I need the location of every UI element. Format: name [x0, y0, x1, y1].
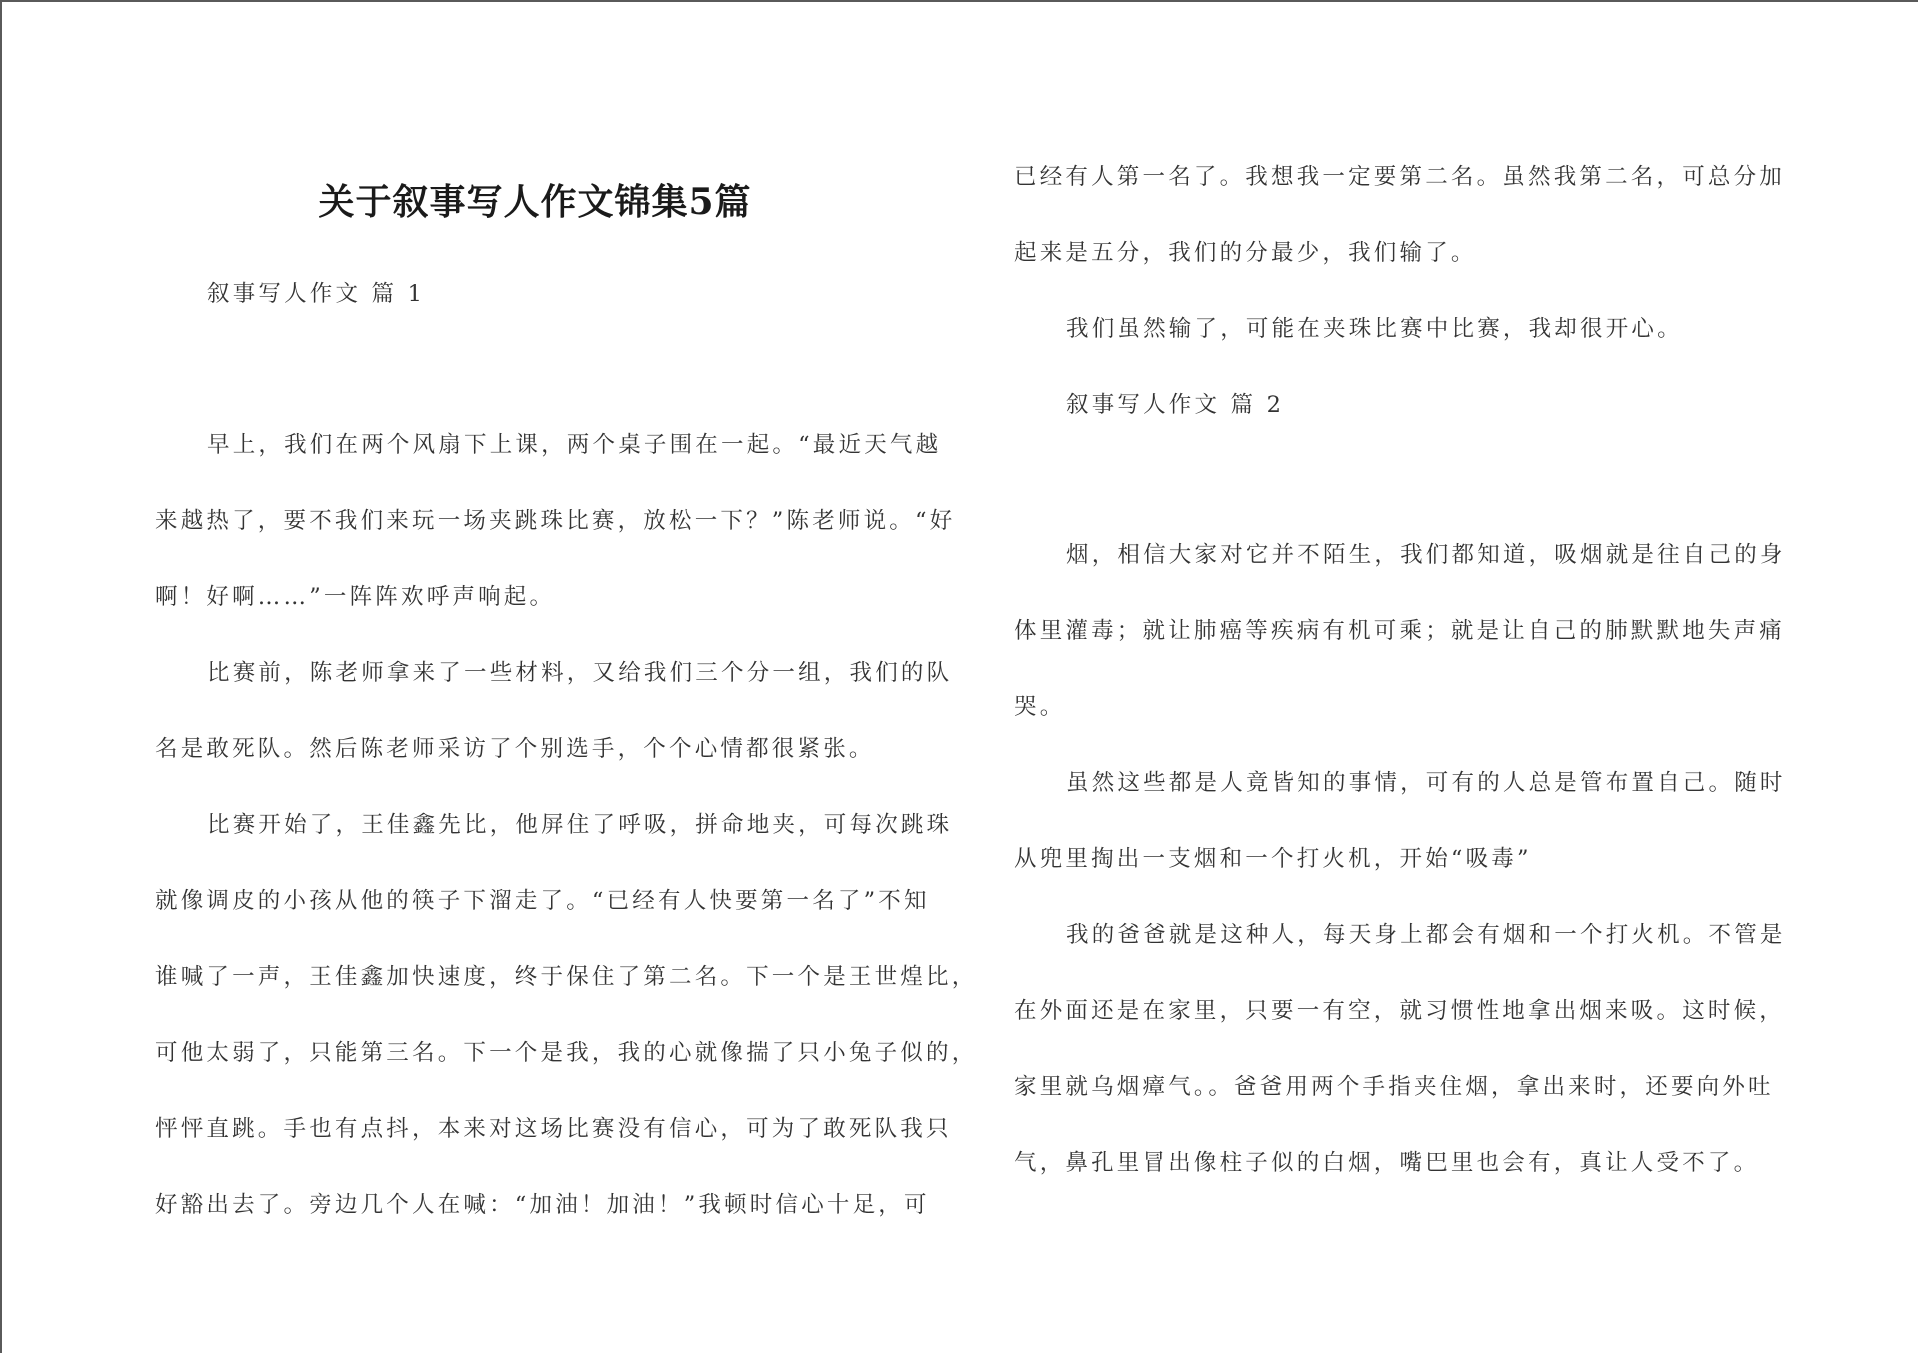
- text-line: 早上，我们在两个风扇下上课，两个桌子围在一起。“最近天气越: [207, 432, 942, 458]
- text-line: 比赛开始了，王佳鑫先比，他屏住了呼吸，拼命地夹，可每次跳珠: [207, 812, 953, 838]
- text-line: 来越热了，要不我们来玩一场夹跳珠比赛，放松一下？”陈老师说。“好: [155, 508, 956, 534]
- text-line: 比赛前，陈老师拿来了一些材料，又给我们三个分一组，我们的队: [207, 660, 953, 686]
- text-line: 已经有人第一名了。我想我一定要第二名。虽然我第二名，可总分加: [1014, 164, 1786, 190]
- text-line: 就像调皮的小孩从他的筷子下溜走了。“已经有人快要第一名了”不知: [155, 888, 930, 914]
- text-line: 烟，相信大家对它并不陌生，我们都知道，吸烟就是往自己的身: [1066, 542, 1786, 568]
- text-line: 我们虽然输了，可能在夹珠比赛中比赛，我却很开心。: [1066, 316, 1683, 342]
- document-title: 关于叙事写人作文锦集5篇: [318, 181, 752, 223]
- text-line: 我的爸爸就是这种人，每天身上都会有烟和一个打火机。不管是: [1066, 922, 1786, 948]
- text-line: 家里就乌烟瘴气。。爸爸用两个手指夹住烟，拿出来时，还要向外吐: [1014, 1074, 1774, 1100]
- text-line: 气，鼻孔里冒出像柱子似的白烟，嘴巴里也会有，真让人受不了。: [1014, 1150, 1760, 1176]
- text-line: 虽然这些都是人竟皆知的事情，可有的人总是管布置自己。随时: [1066, 770, 1786, 796]
- section-heading-2: 叙事写人作文 篇 2: [1066, 392, 1285, 418]
- text-line: 怦怦直跳。手也有点抖，本来对这场比赛没有信心，可为了敢死队我只: [155, 1116, 952, 1142]
- text-line: 啊！好啊……”一阵阵欢呼声响起。: [155, 584, 556, 610]
- text-line: 在外面还是在家里，只要一有空，就习惯性地拿出烟来吸。这时候，: [1014, 998, 1786, 1024]
- section-heading-1: 叙事写人作文 篇 1: [207, 281, 426, 307]
- text-line: 可他太弱了，只能第三名。下一个是我，我的心就像揣了只小兔子似的，: [155, 1040, 978, 1066]
- text-line: 哭。: [1014, 694, 1066, 720]
- text-line: 体里灌毒；就让肺癌等疾病有机可乘；就是让自己的肺默默地失声痛: [1014, 618, 1786, 644]
- text-line: 谁喊了一声，王佳鑫加快速度，终于保住了第二名。下一个是王世煌比，: [155, 964, 978, 990]
- text-line: 名是敢死队。然后陈老师采访了个别选手，个个心情都很紧张。: [155, 736, 875, 762]
- text-line: 起来是五分，我们的分最少，我们输了。: [1014, 240, 1477, 266]
- text-line: 好豁出去了。旁边几个人在喊：“加油！加油！”我顿时信心十足，可: [155, 1192, 930, 1218]
- text-line: 从兜里掏出一支烟和一个打火机，开始“吸毒”: [1014, 846, 1532, 872]
